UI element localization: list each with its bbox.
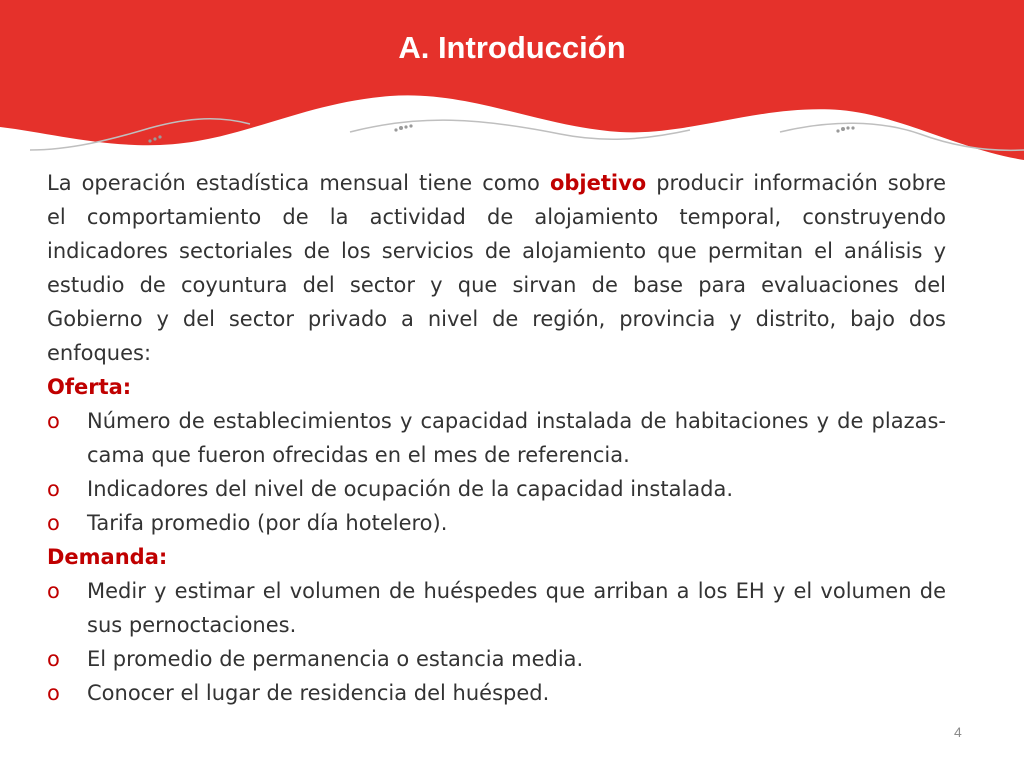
list-item-text: El promedio de permanencia o estancia media. <box>87 647 584 671</box>
bullet-circle-icon: o <box>47 477 60 501</box>
bullet-circle-icon: o <box>47 681 60 705</box>
section-heading-oferta: Oferta: <box>47 375 132 399</box>
list-item <box>47 472 946 506</box>
list-item <box>47 506 946 540</box>
list-item-text: Número de establecimientos y capacidad instalada de habitaciones y de plazas-cama que fueron ofrecidas en el mes de referencia. <box>87 409 946 467</box>
list-item-text: Conocer el lugar de residencia del huésped. <box>87 681 550 705</box>
bullet-circle-icon: o <box>47 579 60 603</box>
intro-paragraph <box>47 166 946 370</box>
section-heading-demanda: Demanda: <box>47 545 168 569</box>
header-red-shape <box>0 0 1024 160</box>
wave-dots-right <box>836 126 854 132</box>
demanda-list <box>47 574 946 710</box>
list-item <box>47 404 946 472</box>
header-wave-banner <box>0 0 1024 175</box>
bullet-circle-icon: o <box>47 511 60 535</box>
bullet-circle-icon: o <box>47 647 60 671</box>
list-item-text: Indicadores del nivel de ocupación de la capacidad instalada. <box>87 477 734 501</box>
intro-text-before: La operación estadística mensual tiene como <box>47 171 550 195</box>
list-item <box>47 676 946 710</box>
list-item <box>47 574 946 642</box>
slide-content <box>47 166 946 710</box>
intro-text-after: producir información sobre el comportamiento de la actividad de alojamiento temporal, construyendo indicadores sectoriales de los servicios de alojamiento que permitan el análisis y estudio de coyuntura del sector y que sirvan de base para evaluaciones del Gobierno y del sector privado a nivel de región, provincia y distrito, bajo dos enfoques: <box>47 171 946 365</box>
list-item <box>47 642 946 676</box>
intro-highlight-objetivo: objetivo <box>549 171 647 195</box>
page-number: 4 <box>954 724 962 740</box>
list-item-text: Tarifa promedio (por día hotelero). <box>87 511 448 535</box>
wave-dots-middle <box>394 124 412 131</box>
list-item-text: Medir y estimar el volumen de huéspedes que arriban a los EH y el volumen de sus pernoctaciones. <box>87 579 946 637</box>
bullet-circle-icon: o <box>47 409 60 433</box>
slide-title: A. Introducción <box>398 30 626 65</box>
oferta-list <box>47 404 946 540</box>
